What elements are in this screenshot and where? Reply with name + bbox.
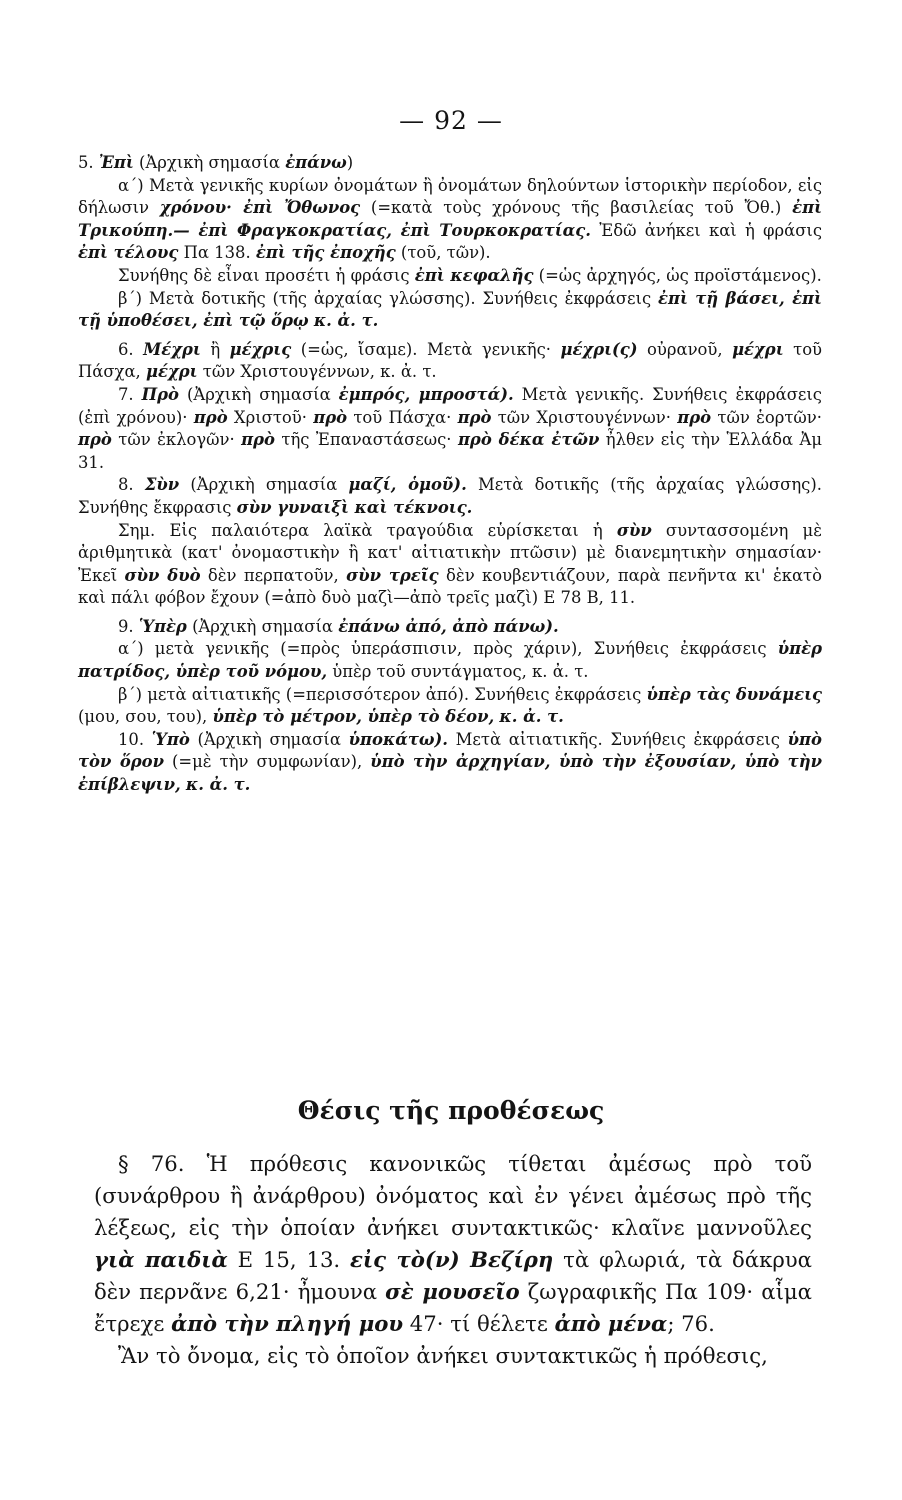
body-large-print xyxy=(94,1148,812,1372)
body-small-print xyxy=(78,152,822,797)
page-number: — 92 — xyxy=(399,106,503,135)
section-6: 6. Μέχρι ἢ μέχρις (=ὡς, ἴσαμε). Μετὰ γενικῆς· μέχρι(ς) οὐρανοῦ, μέχρι τοῦ Πάσχα, μέχρι τῶν Χριστουγέννων, κ. ἀ. τ. xyxy=(78,339,823,382)
section-5-common: Συνήθης δὲ εἶναι προσέτι ἡ φράσις ἐπὶ κεφαλῆς (=ὡς ἀρχηγός, ὡς προϊστάμενος). xyxy=(118,265,822,285)
section-9-b: β΄) μετὰ αἰτιατικῆς (=περισσότερον ἀπό). Συνήθεις ἐκφράσεις ὑπὲρ τὰς δυνάμεις (μου, σου, του), ὑπὲρ τὸ μέτρον, ὑπὲρ τὸ δέον, κ. ἀ. τ. xyxy=(78,684,822,727)
paragraph-last: Ἂν τὸ ὄνομα, εἰς τὸ ὁποῖον ἀνήκει συντακτικῶς ἡ πρόθεσις, xyxy=(118,1343,768,1368)
section-5-b: β΄) Μετὰ δοτικῆς (τῆς ἀρχαίας γλώσσης). Συνήθεις ἐκφράσεις ἐπὶ τῇ βάσει, ἐπὶ τῇ ὑποθέσει, ἐπὶ τῷ ὅρῳ κ. ἀ. τ. xyxy=(78,288,822,331)
section-heading: Θέσις τῆς προθέσεως xyxy=(297,1096,605,1125)
paragraph-76: § 76. Ἡ πρόθεσις κανονικῶς τίθεται ἀμέσως πρὸ τοῦ (συνάρθρου ἢ ἀνάρθρου) ὀνόματος καὶ ἐν γένει ἀμέσως πρὸ τῆς λέξεως, εἰς τὴν ὁποίαν ἀνήκει συντακτικῶς· κλαῖνε μαννοῦλες γιὰ παιδιὰ Ε 15, 13. εἰς τὸ(ν) Βεζίρη τὰ φλωριά, τὰ δάκρυα δὲν περνᾶνε 6,21· ἦμουνα σὲ μουσεῖο ζωγραφικῆς Πα 109· αἷμα ἔτρεχε ἀπὸ τὴν πληγή μου 47· τί θέλετε ἀπὸ μένα; 76. xyxy=(94,1151,812,1336)
section-7: 7. Πρὸ (Ἀρχικὴ σημασία ἐμπρός, μπροστά). Μετὰ γενικῆς. Συνήθεις ἐκφράσεις (ἐπὶ χρόνου)· πρὸ Χριστοῦ· πρὸ τοῦ Πάσχα· πρὸ τῶν Χριστουγέννων· πρὸ τῶν ἑορτῶν· πρὸ τῶν ἐκλογῶν· πρὸ τῆς Ἐπαναστάσεως· πρὸ δέκα ἐτῶν ἦλθεν εἰς τὴν Ἑλλάδα Ἀμ 31. xyxy=(78,384,822,472)
section-10: 10. Ὑπὸ (Ἀρχικὴ σημασία ὑποκάτω). Μετὰ αἰτιατικῆς. Συνήθεις ἐκφράσεις ὑπὸ τὸν ὅρον (=μὲ τὴν συμφωνίαν), ὑπὸ τὴν ἀρχηγίαν, ὑπὸ τὴν ἐξουσίαν, ὑπὸ τὴν ἐπίβλεψιν, κ. ἀ. τ. xyxy=(78,729,822,795)
section-8: 8. Σὺν (Ἀρχικὴ σημασία μαζί, ὁμοῦ). Μετὰ δοτικῆς (τῆς ἀρχαίας γλώσσης). Συνήθης ἔκφρασις σὺν γυναιξὶ καὶ τέκνοις. xyxy=(78,475,822,517)
section-5-title: 5. Ἐπὶ (Ἀρχικὴ σημασία ἐπάνω) xyxy=(78,153,354,172)
section-9-a: α΄) μετὰ γενικῆς (=πρὸς ὑπεράσπισιν, πρὸς χάριν), Συνήθεις ἐκφράσεις ὑπὲρ πατρίδος, ὑπὲρ τοῦ νόμου, ὑπὲρ τοῦ συντάγματος, κ. ἀ. τ. xyxy=(78,639,822,682)
section-9: 9. Ὑπὲρ (Ἀρχικὴ σημασία ἐπάνω ἀπό, ἀπὸ πάνω). xyxy=(118,616,559,636)
section-8-note: Σημ. Εἰς παλαιότερα λαϊκὰ τραγούδια εὑρίσκεται ἡ σὺν συντασσομένη μὲ ἀριθμητικὰ (κατ' ὀνομαστικὴν ἢ κατ' αἰτιατικὴν πτῶσιν) μὲ διανεμητικὴν σημασίαν· Ἐκεῖ σὺν δυὸ δὲν περπατοῦν, σὺν τρεῖς δὲν κουβεντιάζουν, παρὰ πενῆντα κι' ἑκατὸ καὶ πάλι φόβον ἔχουν (=ἀπὸ δυὸ μαζὶ—ἀπὸ τρεῖς μαζὶ) Ε 78 Β, 11. xyxy=(78,520,822,608)
section-5-a: α΄) Μετὰ γενικῆς κυρίων ὀνομάτων ἢ ὀνομάτων δηλούντων ἱστορικὴν περίοδον, εἰς δήλωσιν χρόνου· ἐπὶ Ὄθωνος (=κατὰ τοὺς χρόνους τῆς βασιλείας τοῦ Ὄθ.) ἐπὶ Τρικούπη.— ἐπὶ Φραγκοκρατίας, ἐπὶ Τουρκοκρατίας. Ἐδῶ ἀνήκει καὶ ἡ φράσις ἐπὶ τέλους Πα 138. ἐπὶ τῆς ἐποχῆς (τοῦ, τῶν). xyxy=(78,175,823,263)
